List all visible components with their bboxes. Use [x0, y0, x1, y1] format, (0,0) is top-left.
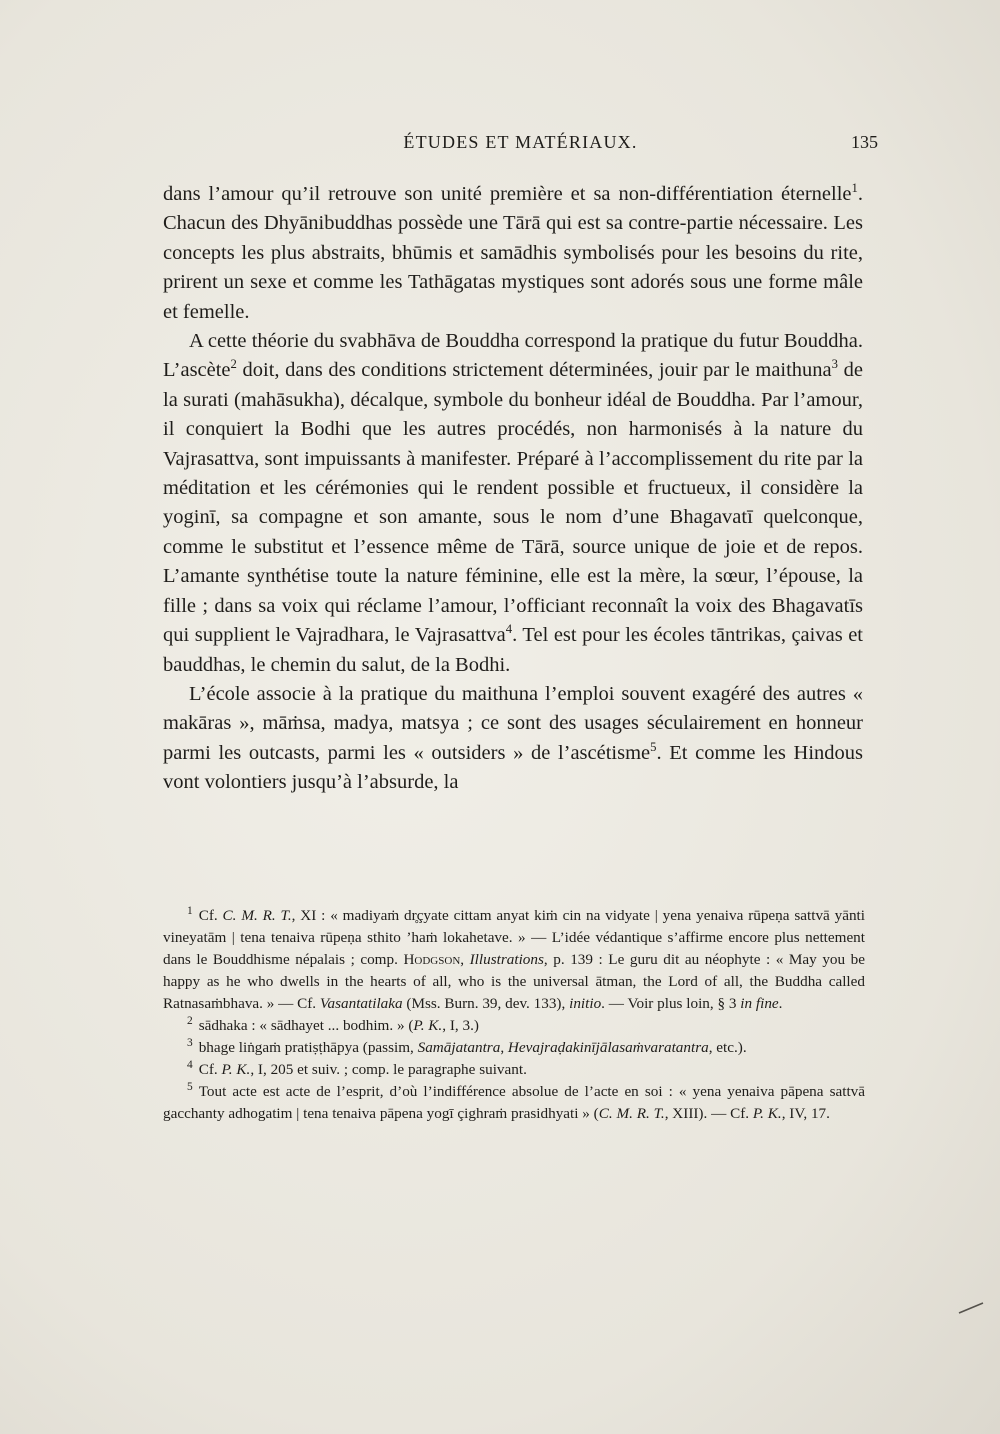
footnote-5 [163, 1081, 865, 1125]
footnote-text: , I, 205 et suiv. ; comp. le paragraphe suivant. [250, 1061, 527, 1078]
footnote-text: . [778, 995, 783, 1012]
footnote-ref-1: 1 [851, 181, 858, 196]
footnote-1 [163, 905, 865, 1015]
footnote-text: Tout acte est acte de l’esprit, d’où l’indifférence absolue de l’acte en soi : « yena yenaiva pāpena sattvā gacchanty adhogatim | tena tenaiva pāpena yogī çighraṁ prasidhyati » ( [163, 1083, 865, 1122]
footnote-text: Cf. [198, 907, 223, 924]
paragraph-3 [163, 680, 863, 798]
footnote-marker: 3 [187, 1036, 193, 1049]
footnote-text: C. M. R. T. [598, 1105, 665, 1122]
running-head [163, 132, 878, 156]
paragraph-1-text-cont: . Chacun des Dhyānibuddhas possède une Tārā qui est sa contre-partie nécessaire. Les concepts les plus abstraits, bhūmis et samādhis symbolisés pour les besoins du rite, prirent un sexe et comme les Tathāgatas mystiques sont adorés sous une forme mâle et femelle. [163, 183, 863, 323]
paragraph-1 [163, 180, 863, 327]
footnote-ref-4: 4 [505, 622, 513, 637]
paragraph-2-text-b: doit, dans des conditions strictement déterminées, jouir par le maithuna [236, 359, 832, 382]
footnote-text: Hevajraḍakinījālasaṁvaratantra [507, 1039, 709, 1056]
footnote-text: P. K. [752, 1105, 782, 1122]
footnote-text: sādhaka : « sādhayet ... bodhim. » ( [198, 1017, 414, 1034]
footnote-2 [163, 1015, 865, 1037]
body-text [163, 180, 863, 798]
footnote-text: P. K. [413, 1017, 443, 1034]
pencil-mark [957, 1300, 985, 1316]
footnote-text: initio [569, 995, 602, 1012]
footnote-text: , [500, 1039, 508, 1056]
footnote-text: C. M. R. T. [222, 907, 292, 924]
paragraph-3-text-b: . Et comme les Hindous vont volontiers jusqu’à l’absurde, la [163, 741, 863, 794]
footnote-text: , [460, 951, 470, 968]
footnote-text: Samājatantra [417, 1039, 501, 1056]
page-number: 135 [851, 132, 878, 152]
footnote-text: (Mss. Burn. 39, dev. 133), [402, 995, 570, 1012]
footnote-text: , etc.). [708, 1039, 747, 1056]
footnote-text: , I, 3.) [442, 1017, 479, 1034]
footnote-ref-2: 2 [230, 357, 237, 372]
footnote-text: P. K. [221, 1061, 251, 1078]
footnote-text: Illustrations [469, 951, 544, 968]
paragraph-1-text: dans l’amour qu’il retrouve son unité première et sa non-différentiation éternelle [163, 183, 852, 205]
footnote-marker: 2 [187, 1014, 193, 1027]
footnote-4 [163, 1059, 865, 1081]
footnote-text: , p. 139 : Le guru dit au néophyte : « May you be happy as he who dwells in the hearts of all, who is the universal ātman, the Lord of all, the Buddha called Ratnasaṁbhava. » — Cf. [163, 951, 865, 1012]
footnote-text: . — Voir plus loin, § 3 [601, 995, 741, 1012]
footnote-marker: 1 [187, 904, 193, 917]
footnote-3 [163, 1037, 865, 1059]
paragraph-2-text: A cette théorie du svabhāva de Bouddha correspond la pratique du futur Bouddha. L’ascète [163, 330, 863, 382]
footnote-marker: 5 [187, 1080, 193, 1093]
paragraph-3-text: L’école associe à la pratique du maithuna l’emploi souvent exagéré des autres « makāras », māṁsa, madya, matsya ; ce sont des usages séculairement en honneur parmi les outcasts, parmi les « outsiders » de l’ascétisme [163, 682, 863, 764]
footnote-text: in fine [740, 995, 779, 1012]
running-title: ÉTUDES ET MATÉRIAUX. [403, 132, 638, 152]
paragraph-2-text-d: . Tel est pour les écoles tāntrikas, çaivas et bauddhas, le chemin du salut, de la Bodhi. [163, 624, 863, 676]
footnote-ref-3: 3 [831, 357, 839, 372]
footnote-text: , IV, 17. [781, 1105, 830, 1122]
footnote-text: , XIII). — Cf. [664, 1105, 753, 1122]
footnote-text: Cf. [198, 1061, 222, 1078]
footnote-ref-5: 5 [650, 739, 657, 754]
paragraph-2 [163, 327, 863, 680]
footnote-text: , XI : « madiyaṁ dr̥çyate cittam anyat kiṁ cin na vidyate | yena yenaiva rūpeṇa sattvā yānti vineyatām | tena tenaiva rūpeṇa sthito ’haṁ lokahetave. » — L’idée védantique s’affirme encore plus nettement dans le Bouddhisme népalais ; comp. [163, 907, 865, 968]
footnote-text: Vasantatilaka [319, 995, 403, 1012]
footnote-marker: 4 [187, 1058, 193, 1071]
footnote-text: bhage liṅgaṁ pratiṣṭhāpya (passim, [198, 1039, 418, 1056]
footnote-text: Hodgson [403, 951, 461, 968]
paragraph-2-text-c: de la surati (mahāsukha), décalque, symbole du bonheur idéal de Bouddha. Par l’amour, il conquiert la Bodhi que les autres procédés, non harmonisés à la nature du Vajrasattva, sont impuissants à manifester. Préparé à l’accomplissement du rite par la méditation et les cérémonies qui le rendent possible et fructueux, il considère la yoginī, sa compagne et son amante, sous le nom d’une Bhagavatī quelconque, comme le substitut et l’essence même de Tārā, source unique de joie et de repos. L’amante synthétise toute la nature féminine, elle est la mère, la sœur, l’épouse, la fille ; dans sa voix qui réclame l’amour, l’officiant reconnaît la voix des Bhagavatīs qui supplient le Vajradhara, le Vajrasattva [163, 359, 864, 647]
footnotes [163, 905, 865, 1125]
